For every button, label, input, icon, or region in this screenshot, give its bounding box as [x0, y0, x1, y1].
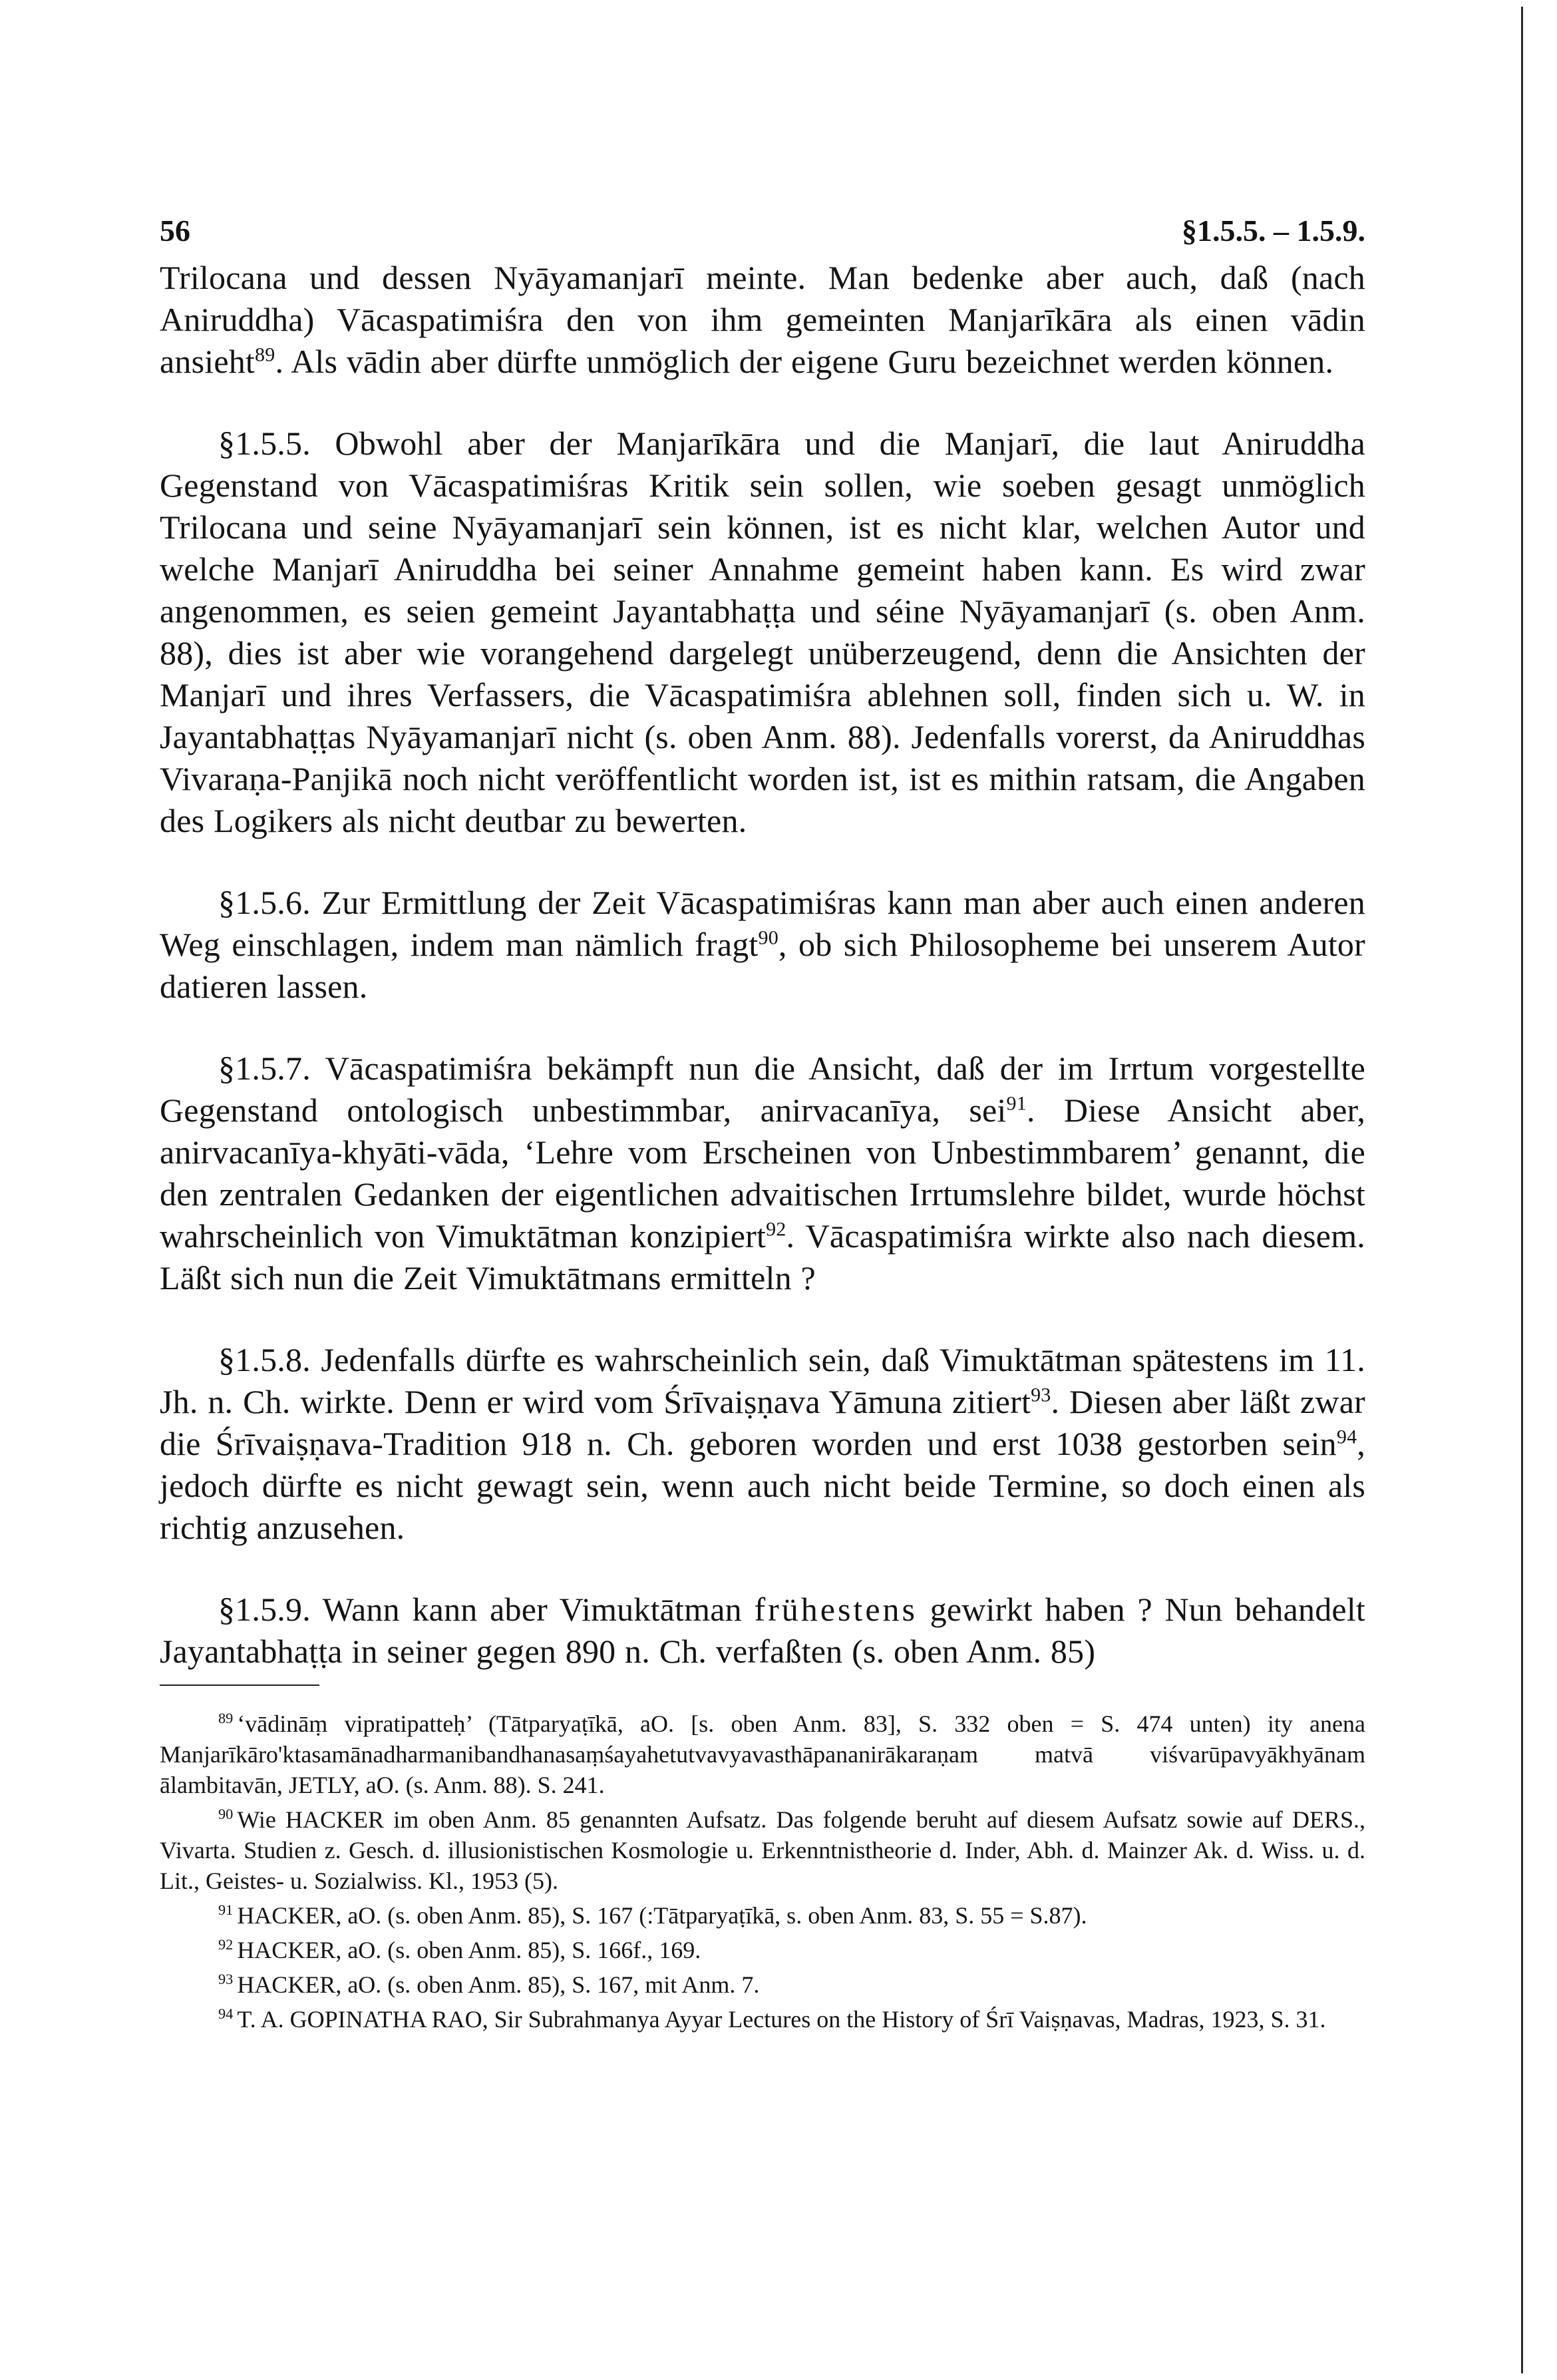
footnote-ref: 90 [758, 926, 778, 949]
body-text [160, 257, 1365, 1673]
footnote-90: $^{90}$ Wie HACKER im oben Anm. 85 genannten Aufsatz. Das folgende beruht auf diesem Aufsatz sowie auf DERS., Vivarta. Studien z. Gesch. d. illusionistischen Kosmologie u. Erkenntnistheorie d. Inder, Abh. d. Mainzer Ak. d. Wiss. u. d. Lit., Geistes- u. Sozialwiss. Kl., 1953 (5). [160, 1806, 1365, 1894]
footnote-number: 93 [218, 1971, 234, 1987]
footnote-92: $^{92}$ HACKER, aO. (s. oben Anm. 85), S. 166f., 169. [218, 1936, 701, 1963]
footnote-ref: 94 [1336, 1426, 1357, 1448]
paragraph-1-5-7: §1.5.7. Vācaspatimiśra bekämpft nun die Ansicht, daß der im Irrtum vorgestellte Gegenstand ontologisch unbestimmbar, anirvacanīya, sei$^{91}$. Diese Ansicht aber, anirvacanīya-khyāti-vāda, ‘Lehre vom Erscheinen von Unbestimmbarem’ genannt, die den zentralen Gedanken der eigentlichen advaitischen Irrtumslehre bildet, wurde höchst wahrscheinlich von Vimuktātman konzipiert$^{92}$. Vācaspatimiśra wirkte also nach diesem. Läßt sich nun die Zeit Vimuktātmans ermitteln ? [160, 1050, 1366, 1296]
footnote-number: 91 [218, 1901, 234, 1918]
footnote-number: 89 [218, 1710, 234, 1726]
paragraph-1-5-9: §1.5.9. Wann kann aber Vimuktātman frühestens gewirkt haben ? Nun behandelt Jayantabhaṭṭa in seiner gegen 890 n. Ch. verfaßten (s. oben Anm. 85) [160, 1591, 1365, 1670]
footnote-number: 92 [218, 1936, 234, 1953]
footnote-ref: 92 [766, 1218, 786, 1241]
footnote-93: $^{93}$ HACKER, aO. (s. oben Anm. 85), S. 167, mit Anm. 7. [218, 1971, 760, 1998]
margin-rule [1521, 7, 1523, 2373]
footnote-ref: 93 [1031, 1384, 1051, 1406]
footnote-rule [160, 1685, 319, 1686]
footnotes [160, 1708, 1365, 2035]
footnote-number: 94 [218, 2005, 234, 2022]
spaced-emphasis: frühestens [754, 1591, 918, 1628]
footnote-ref: 91 [1006, 1092, 1027, 1115]
paragraph-continuation: Trilocana und dessen Nyāyamanjarī meinte. Man bedenke aber auch, daß (nach Aniruddha) Vācaspatimiśra den von ihm gemeinten Manjarīkāra als einen vādin ansieht$^{89}$. Als vādin aber dürfte unmöglich der eigene Guru bezeichnet werden können. [160, 259, 1365, 380]
page [160, 205, 1365, 2039]
footnote-89: $^{89}$ ‘vādināṃ vipratipatteḥ’ (Tātparyaṭīkā, aO. [s. oben Anm. 83], S. 332 oben = S. 474 unten) ity anena Manjarīkāro'ktasamānadharmanibandhanasaṃśayahetutvavyavasthāpananirākaraṇam matvā viśvarūpavyākhyānam ālambitavān, JETLY, aO. (s. Anm. 88). S. 241. [160, 1710, 1365, 1798]
running-header [160, 205, 1365, 257]
footnote-94: $^{94}$ T. A. GOPINATHA RAO, Sir Subrahmanya Ayyar Lectures on the History of Śrī Vaiṣṇavas, Madras, 1923, S. 31. [218, 2005, 1326, 2033]
footnote-ref: 89 [255, 343, 275, 366]
footnote-number: 90 [218, 1806, 234, 1822]
paragraph-1-5-5: §1.5.5. Obwohl aber der Manjarīkāra und die Manjarī, die laut Aniruddha Gegenstand von Vācaspatimiśras Kritik sein sollen, wie soeben gesagt unmöglich Trilocana und seine Nyāyamanjarī sein können, ist es nicht klar, welchen Autor und welche Manjarī Aniruddha bei seiner Annahme gemeint haben kann. Es wird zwar angenommen, es seien gemeint Jayantabhaṭṭa und séine Nyāyamanjarī (s. oben Anm. 88), dies ist aber wie vorangehend dargelegt unüberzeugend, denn die Ansichten der Manjarī und ihres Verfassers, die Vācaspatimiśra ablehnen soll, finden sich u. W. in Jayantabhaṭṭas Nyāyamanjarī nicht (s. oben Anm. 88). Jedenfalls vorerst, da Aniruddhas Vivaraṇa-Panjikā noch nicht veröffentlicht worden ist, ist es mithin ratsam, die Angaben des Logikers als nicht deutbar zu bewerten. [160, 425, 1365, 839]
footnote-91: $^{91}$ HACKER, aO. (s. oben Anm. 85), S. 167 (:Tātparyaṭīkā, s. oben Anm. 83, S. 55 = S.87). [218, 1901, 1087, 1929]
page-number: 56 [160, 214, 190, 248]
section-range: §1.5.5. – 1.5.9. [1182, 214, 1365, 248]
paragraph-1-5-8: §1.5.8. Jedenfalls dürfte es wahrscheinlich sein, daß Vimuktātman spätestens im 11. Jh. n. Ch. wirkte. Denn er wird vom Śrīvaiṣṇava Yāmuna zitiert$^{93}$. Diesen aber läßt zwar die Śrīvaiṣṇava-Tradition 918 n. Ch. geboren worden und erst 1038 gestorben sein$^{94}$, jedoch dürfte es nicht gewagt sein, wenn auch nicht beide Termine, so doch einen als richtig anzusehen. [160, 1341, 1365, 1546]
paragraph-1-5-6: §1.5.6. Zur Ermittlung der Zeit Vācaspatimiśras kann man aber auch einen anderen Weg einschlagen, indem man nämlich fragt$^{90}$, ob sich Philosopheme bei unserem Autor datieren lassen. [160, 884, 1365, 1005]
